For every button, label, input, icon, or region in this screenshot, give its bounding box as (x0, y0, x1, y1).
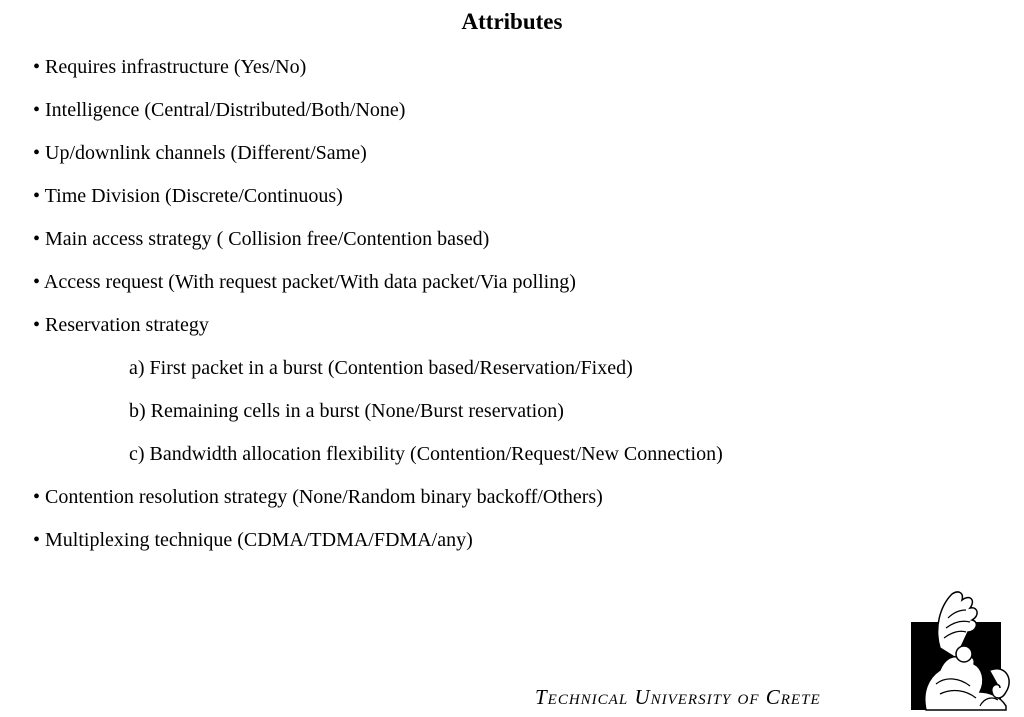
sub-item-bandwidth-allocation: c) Bandwidth allocation flexibility (Contention/Request/New Connection) (129, 443, 723, 465)
sub-item-first-packet: a) First packet in a burst (Contention based/Reservation/Fixed) (129, 357, 633, 379)
footer-institution: Technical University of Crete (535, 685, 821, 709)
list-item-contention-resolution: • Contention resolution strategy (None/Random binary backoff/Others) (33, 486, 603, 508)
university-logo-icon (910, 588, 1016, 712)
list-item-reservation-strategy: • Reservation strategy (33, 314, 209, 336)
attribute-list (33, 55, 723, 571)
list-item-infrastructure: • Requires infrastructure (Yes/No) (33, 56, 307, 78)
list-item-intelligence: • Intelligence (Central/Distributed/Both/None) (33, 99, 406, 121)
slide-title: Attributes (461, 9, 563, 34)
sub-item-remaining-cells: b) Remaining cells in a burst (None/Burst reservation) (129, 400, 564, 422)
list-item-access-request: • Access request (With request packet/With data packet/Via polling) (33, 271, 576, 293)
list-item-time-division: • Time Division (Discrete/Continuous) (33, 185, 343, 207)
list-item-channels: • Up/downlink channels (Different/Same) (33, 142, 367, 164)
list-item-access-strategy: • Main access strategy ( Collision free/Contention based) (33, 228, 490, 250)
list-item-multiplexing: • Multiplexing technique (CDMA/TDMA/FDMA/any) (33, 529, 473, 551)
